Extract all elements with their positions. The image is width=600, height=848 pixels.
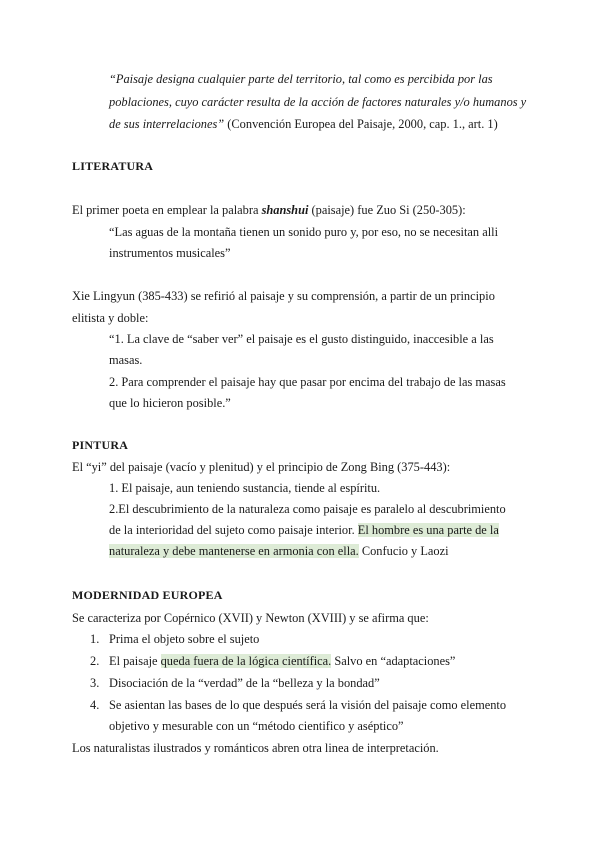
modernidad-intro: Se caracteriza por Copérnico (XVII) y Newton (XVIII) y se afirma que: [72,611,429,625]
item2-pre: de la interioridad del sujeto como paisaje interior. [109,523,358,537]
pintura-item-2-line-1: 2.El descubrimiento de la naturaleza como paisaje es paralelo al descubrimiento [109,502,506,516]
pintura-item-2-line-2 [109,522,499,538]
xie-point-2-line-1: 2. Para comprender el paisaje hay que pasar por encima del trabajo de las masas [109,375,506,389]
xie-line-1: Xie Lingyun (385-433) se refirió al paisaje y su comprensión, a partir de un principio [72,289,495,303]
modernidad-item-4-line-2: objetivo y mesurable con un “método cientifico y aséptico” [109,719,404,733]
pintura-item-1: 1. El paisaje, aun teniendo sustancia, tiende al espíritu. [109,481,381,495]
heading-literatura: LITERATURA [72,159,154,173]
list-number: 1. [90,632,100,646]
quote-text: “Paisaje designa cualquier parte del territorio, tal como es percibida por las [109,72,493,86]
quote-line-1 [109,71,527,87]
list-number: 3. [90,676,100,690]
heading-modernidad: MODERNIDAD EUROPEA [72,588,223,602]
modernidad-item-4-line-1: Se asientan las bases de lo que después será la visión del paisaje como elemento [109,698,507,712]
highlight-hombre: El hombre es una parte de la [357,523,499,537]
term-shanshui: shanshui [261,203,309,217]
list-number: 2. [90,654,100,668]
xie-line-2: elitista y doble: [72,311,149,325]
pintura-intro: El “yi” del paisaje (vacío y plenitud) y el principio de Zong Bing (375-443): [72,460,451,474]
zuosi-quote-line-1: “Las aguas de la montaña tienen un sonido puro y, por eso, no se necesitan alli [109,225,499,239]
highlight-naturaleza: naturaleza y debe mantenerse en armonia con ella. [109,544,359,558]
list-number: 4. [90,698,100,712]
literatura-intro [72,202,466,218]
intro-pre: El primer poeta en emplear la palabra [72,203,262,217]
quote-line-2: poblaciones, cuyo carácter resulta de la acción de factores naturales y/o humanos y [109,95,527,109]
item-pre: El paisaje [109,654,161,668]
quote-italic-end: de sus interrelaciones” [109,117,225,131]
quote-citation: (Convención Europea del Paisaje, 2000, cap. 1., art. 1) [224,117,498,131]
heading-pintura: PINTURA [72,438,129,452]
item-post: Salvo en “adaptaciones” [331,654,456,668]
modernidad-item-3: Disociación de la “verdad” de la “belleza y la bondad” [109,676,380,690]
pintura-item-2-line-3 [109,543,449,559]
zuosi-quote-line-2: instrumentos musicales” [109,246,231,260]
closing-line: Los naturalistas ilustrados y románticos abren otra linea de interpretación. [72,741,439,755]
modernidad-item-2 [109,653,455,669]
highlight-logica: queda fuera de la lógica científica. [160,654,332,668]
xie-point-1-line-1: “1. La clave de “saber ver” el paisaje es el gusto distinguido, inaccesible a las [109,332,494,346]
xie-point-1-line-2: masas. [109,353,143,367]
modernidad-item-1: Prima el objeto sobre el sujeto [109,632,260,646]
item2-post: Confucio y Laozi [358,544,449,558]
xie-point-2-line-2: que lo hicieron posible.” [109,396,231,410]
intro-post: (paisaje) fue Zuo Si (250-305): [308,203,466,217]
quote-line-3 [109,116,498,132]
